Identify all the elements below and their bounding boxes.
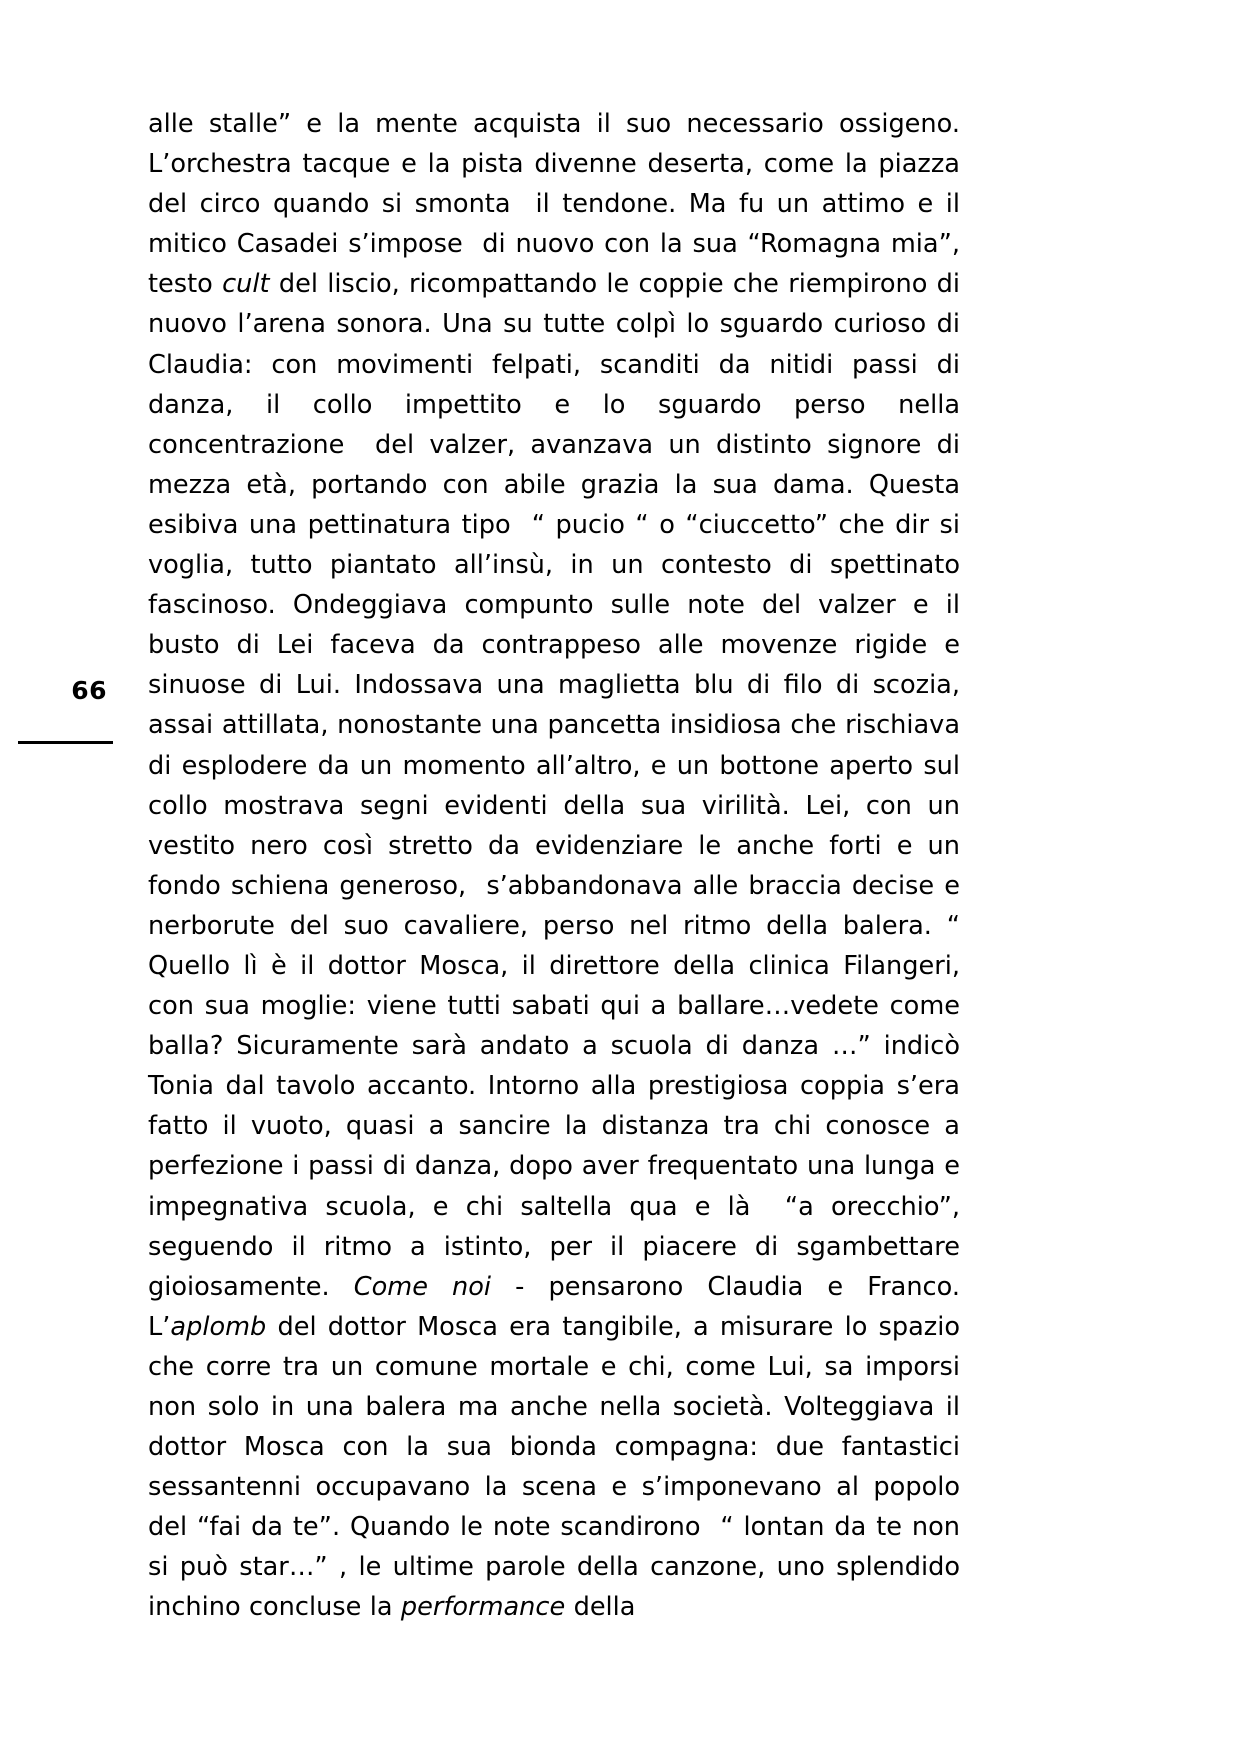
- body-text-column: [148, 104, 960, 1628]
- page-number-rule: [18, 741, 113, 744]
- page-number-block: [0, 678, 115, 703]
- page-number: 66: [71, 676, 107, 705]
- body-paragraph: alle stalle” e la mente acquista il suo necessario ossigeno. L’orchestra tacque e la pista divenne deserta, come la piazza del circo quando si smonta il tendone. Ma fu un attimo e il mitico Casadei s’impose di nuovo con la sua “Romagna mia”, testo cult del liscio, ricompattando le coppie che riempirono di nuovo l’arena sonora. Una su tutte colpì lo sguardo curioso di Claudia: con movimenti felpati, scanditi da nitidi passi di danza, il collo impettito e lo sguardo perso nella concentrazione del valzer, avanzava un distinto signore di mezza età, portando con abile grazia la sua dama. Questa esibiva una pettinatura tipo “ pucio “ o “ciuccetto” che dir si voglia, tutto piantato all’insù, in un contesto di spettinato fascinoso. Ondeggiava compunto sulle note del valzer e il busto di Lei faceva da contrappeso alle movenze rigide e sinuose di Lui. Indossava una maglietta blu di filo di scozia, assai attillata, nonostante una pancetta insidiosa che rischiava di esplodere da un momento all’altro, e un bottone aperto sul collo mostrava segni evidenti della sua virilità. Lei, con un vestito nero così stretto da evidenziare le anche forti e un fondo schiena generoso, s’abbandonava alle braccia decise e nerborute del suo cavaliere, perso nel ritmo della balera. “ Quello lì è il dottor Mosca, il direttore della clinica Filangeri, con sua moglie: viene tutti sabati qui a ballare…vedete come balla? Sicuramente sarà andato a scuola di danza …” indicò Tonia dal tavolo accanto. Intorno alla prestigiosa coppia s’era fatto il vuoto, quasi a sancire la distanza tra chi conosce a perfezione i passi di danza, dopo aver frequentato una lunga e impegnativa scuola, e chi saltella qua e là “a orecchio”, seguendo il ritmo a istinto, per il piacere di sgambettare gioiosamente. Come noi - pensarono Claudia e Franco. L’aplomb del dottor Mosca era tangibile, a misurare lo spazio che corre tra un comune mortale e chi, come Lui, sa imporsi non solo in una balera ma anche nella società. Volteggiava il dottor Mosca con la sua bionda compagna: due fantastici sessantenni occupavano la scena e s’imponevano al popolo del “fai da te”. Quando le note scandirono “ lontan da te non si può star…” , le ultime parole della canzone, uno splendido inchino concluse la performance della: [148, 109, 960, 1623]
